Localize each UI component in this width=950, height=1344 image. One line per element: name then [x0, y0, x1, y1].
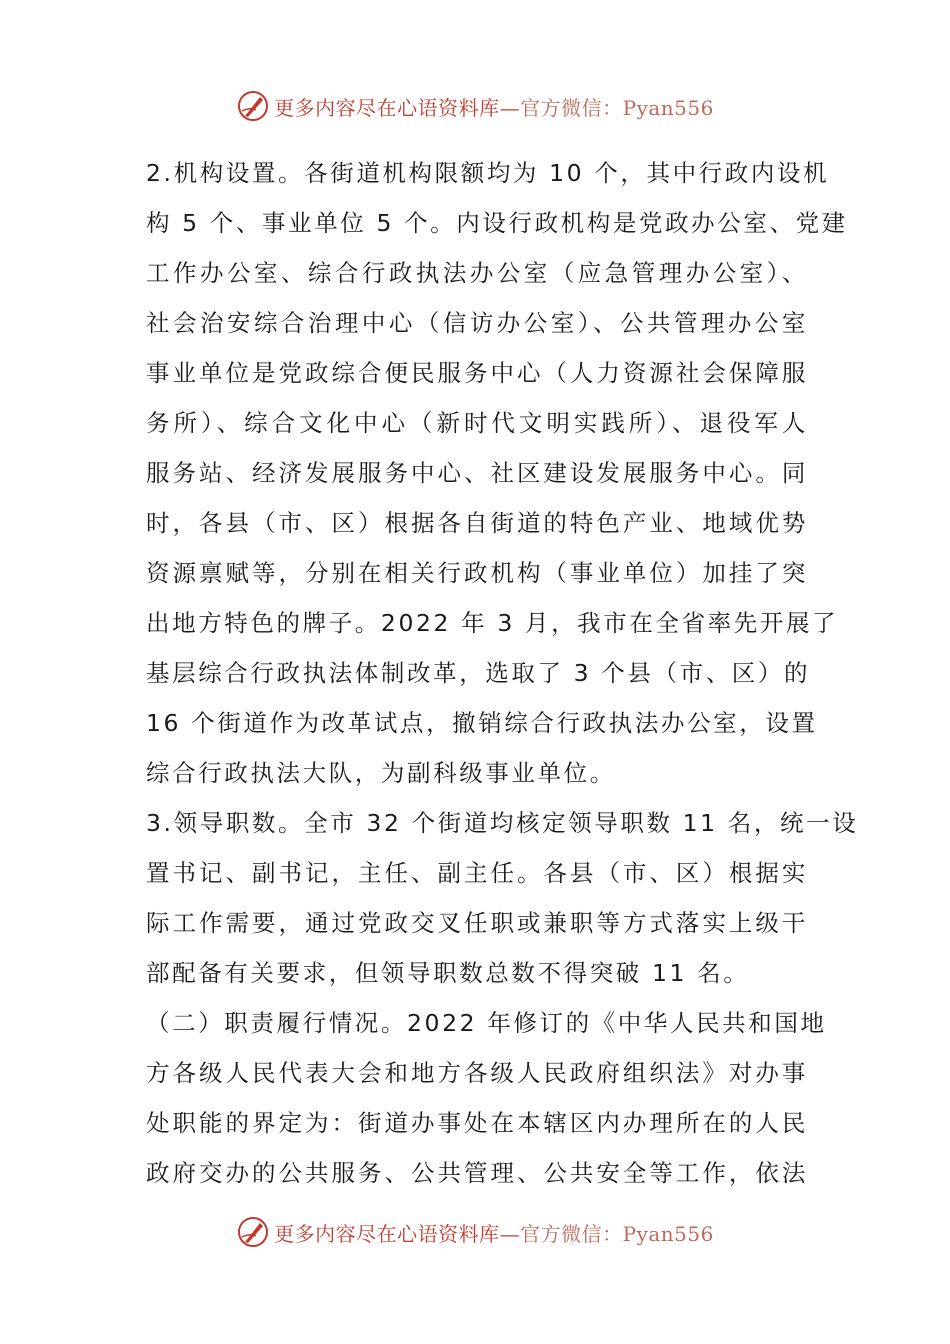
text-line: （二）职责履行情况。2022 年修订的《中华人民共和国地	[146, 1009, 827, 1037]
paragraph-leadership	[146, 798, 859, 998]
text-line: 综合行政执法大队，为副科级事业单位。	[146, 759, 616, 787]
text-line: 时，各县（市、区）根据各自街道的特色产业、地域优势	[146, 509, 808, 537]
text-line: 置书记、副书记，主任、副主任。各县（市、区）根据实	[146, 859, 808, 887]
text-line: 务所）、综合文化中心（新时代文明实践所）、退役军人	[146, 409, 808, 437]
text-line: 工作办公室、综合行政执法办公室（应急管理办公室）、	[146, 259, 808, 287]
text-line: 部配备有关要求，但领导职数总数不得突破 11 名。	[146, 959, 750, 987]
text-line: 政府交办的公共服务、公共管理、公共安全等工作，依法	[146, 1159, 808, 1187]
text-line: 16 个街道作为改革试点，撤销综合行政执法办公室，设置	[146, 709, 818, 737]
text-line: 处职能的界定为：街道办事处在本辖区内办理所在的人民	[146, 1109, 808, 1137]
footer-banner	[0, 1212, 950, 1252]
text-line: 2.机构设置。各街道机构限额均为 10 个，其中行政内设机	[146, 159, 830, 187]
banner-text: 更多内容尽在心语资料库—官方微信：Pyan556	[274, 1221, 714, 1246]
text-line: 基层综合行政执法体制改革，选取了 3 个县（市、区）的	[146, 659, 811, 687]
banner-text: 更多内容尽在心语资料库—官方微信：Pyan556	[274, 95, 714, 120]
text-line: 际工作需要，通过党政交叉任职或兼职等方式落实上级干	[146, 909, 808, 937]
quill-pen-icon	[236, 1215, 270, 1249]
text-line: 资源禀赋等，分别在相关行政机构（事业单位）加挂了突	[146, 559, 808, 587]
quill-pen-icon	[236, 89, 270, 123]
text-line: 3.领导职数。全市 32 个街道均核定领导职数 11 名，统一设	[146, 809, 859, 837]
text-line: 事业单位是党政综合便民服务中心（人力资源社会保障服	[146, 359, 808, 387]
paragraph-institutions	[146, 148, 848, 798]
text-line: 社会治安综合治理中心（信访办公室）、公共管理办公室	[146, 309, 808, 337]
text-line: 出地方特色的牌子。2022 年 3 月，我市在全省率先开展了	[146, 609, 839, 637]
paragraph-duties	[146, 998, 827, 1198]
document-body	[146, 148, 859, 1198]
text-line: 服务站、经济发展服务中心、社区建设发展服务中心。同	[146, 459, 808, 487]
header-banner	[0, 86, 950, 126]
text-line: 构 5 个、事业单位 5 个。内设行政机构是党政办公室、党建	[146, 209, 848, 237]
text-line: 方各级人民代表大会和地方各级人民政府组织法》对办事	[146, 1059, 808, 1087]
